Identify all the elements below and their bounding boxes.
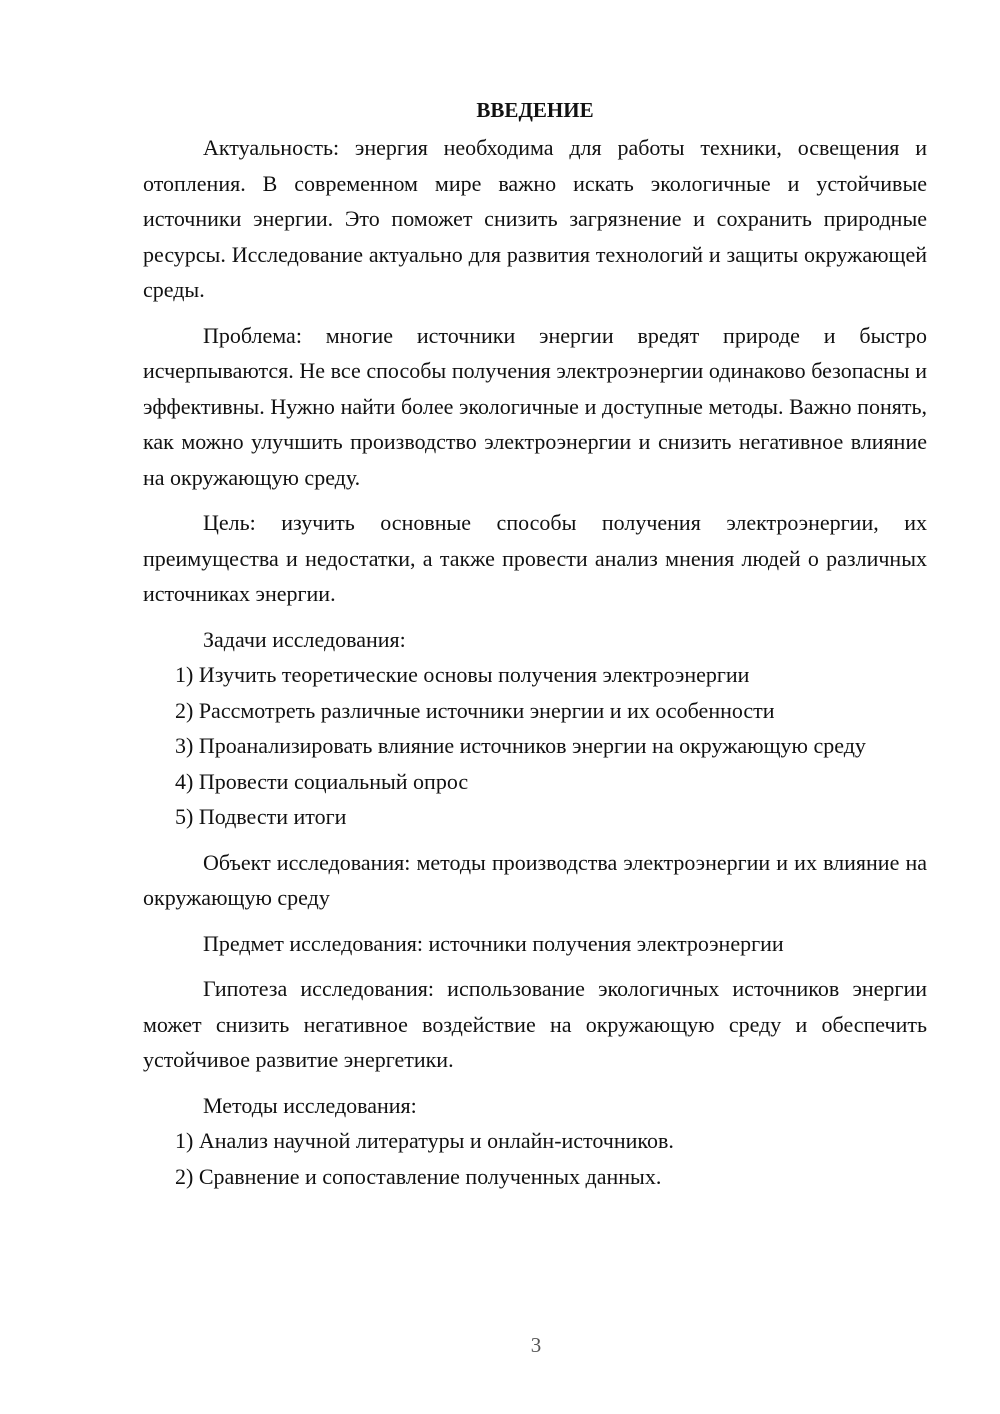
goal-paragraph: Цель: изучить основные способы получения электроэнергии, их преимущества и недостатки, а также провести анализ мнения людей о различных источниках энергии.	[143, 510, 927, 606]
task-item-5: 5) Подвести итоги	[175, 804, 347, 829]
task-item-3: 3) Проанализировать влияние источников энергии на окружающую среду	[175, 733, 866, 758]
task-item-2: 2) Рассмотреть различные источники энергии и их особенности	[175, 697, 775, 723]
page-number: 3	[530, 1333, 542, 1357]
methods-heading: Методы исследования:	[203, 1092, 417, 1118]
task-item-1: 1) Изучить теоретические основы получения электроэнергии	[175, 662, 750, 687]
problem-paragraph: Проблема: многие источники энергии вредят природе и быстро исчерпываются. Не все способы получения электроэнергии одинаково безопасны и эффективны. Нужно найти более экологичные и доступные методы. Важно понять, как можно улучшить производство электроэнергии и снизить негативное влияние на окружающую среду.	[143, 322, 927, 490]
hypothesis-paragraph: Гипотеза исследования: использование экологичных источников энергии может снизить негативное воздействие на окружающую среду и обеспечить устойчивое развитие энергетики.	[143, 976, 927, 1072]
task-item-4: 4) Провести социальный опрос	[175, 768, 469, 794]
tasks-heading: Задачи исследования:	[203, 626, 406, 652]
method-item-2: 2) Сравнение и сопоставление полученных данных.	[175, 1163, 662, 1189]
section-title: ВВЕДЕНИЕ	[476, 98, 594, 122]
relevance-paragraph: Актуальность: энергия необходима для работы техники, освещения и отопления. В современном мире важно искать экологичные и устойчивые источники энергии. Это поможет снизить загрязнение и сохранить природные ресурсы. Исследование актуально для развития технологий и защиты окружающей среды.	[143, 135, 927, 302]
page-content	[143, 94, 927, 1194]
subject-paragraph: Предмет исследования: источники получения электроэнергии	[203, 930, 784, 956]
method-item-1: 1) Анализ научной литературы и онлайн-источников.	[175, 1128, 674, 1153]
object-paragraph: Объект исследования: методы производства электроэнергии и их влияние на окружающую среду	[143, 849, 927, 910]
